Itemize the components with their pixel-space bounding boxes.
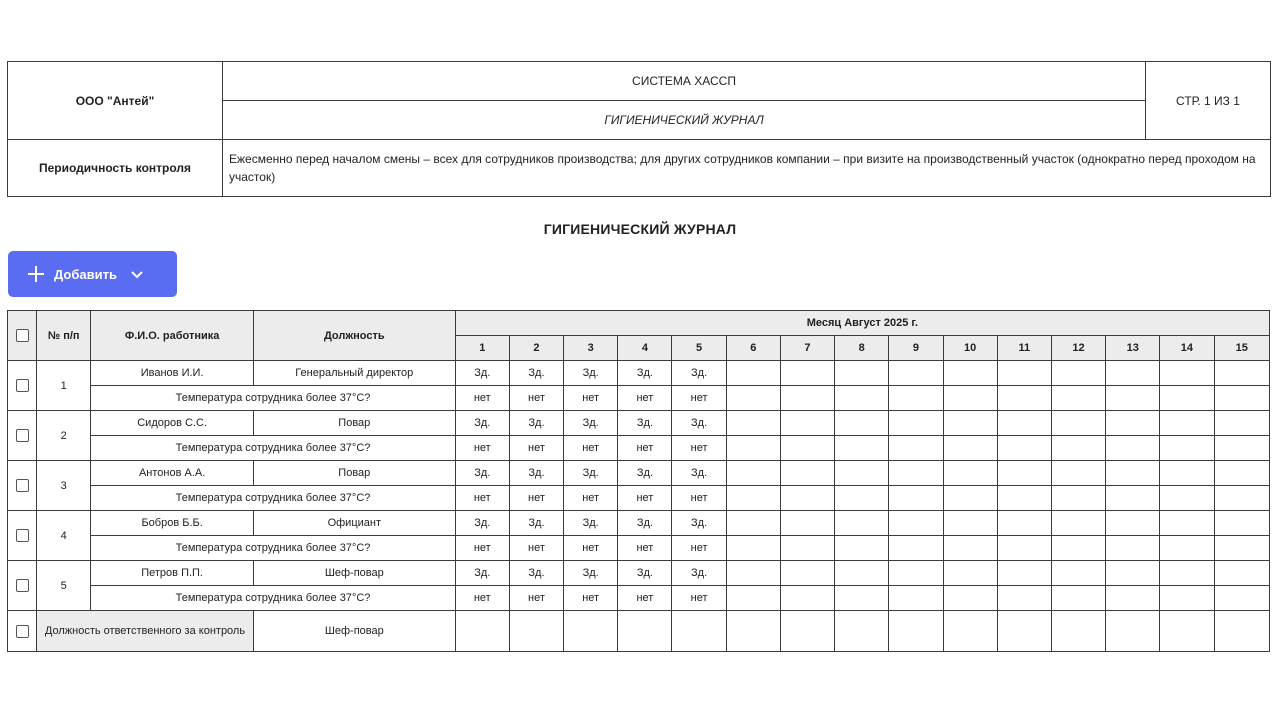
responsible-signature-cell[interactable] (780, 611, 834, 652)
health-status-cell[interactable] (1051, 411, 1105, 436)
health-status-cell[interactable]: Зд. (618, 511, 672, 536)
temperature-cell[interactable] (1160, 486, 1214, 511)
employee-name[interactable]: Бобров Б.Б. (91, 511, 254, 536)
health-status-cell[interactable] (1160, 461, 1214, 486)
temperature-cell[interactable] (780, 536, 834, 561)
temperature-cell[interactable]: нет (509, 436, 563, 461)
health-status-cell[interactable] (1160, 411, 1214, 436)
temperature-cell[interactable]: нет (564, 586, 618, 611)
health-status-cell[interactable] (835, 511, 889, 536)
health-status-cell[interactable] (997, 411, 1051, 436)
col-position-header: Должность (253, 311, 455, 361)
health-status-cell[interactable] (780, 561, 834, 586)
document-header (7, 61, 1271, 197)
employee-position[interactable]: Генеральный директор (253, 361, 455, 386)
responsible-signature-cell[interactable] (997, 611, 1051, 652)
health-status-cell[interactable]: Зд. (672, 561, 726, 586)
add-button-label: Добавить (54, 266, 117, 282)
health-status-cell[interactable] (1106, 461, 1160, 486)
responsible-signature-cell[interactable] (835, 611, 889, 652)
day-header: 5 (672, 336, 726, 361)
day-header: 3 (564, 336, 618, 361)
temperature-cell[interactable] (997, 436, 1051, 461)
temperature-cell[interactable]: нет (618, 536, 672, 561)
health-status-cell[interactable]: Зд. (564, 511, 618, 536)
row-checkbox[interactable] (16, 579, 29, 592)
plus-icon (26, 264, 46, 284)
health-status-cell[interactable] (835, 411, 889, 436)
add-button[interactable] (8, 251, 177, 297)
temperature-cell[interactable] (1051, 536, 1105, 561)
health-status-cell[interactable]: Зд. (509, 361, 563, 386)
col-num-header: № п/п (37, 311, 91, 361)
temperature-cell[interactable]: нет (672, 536, 726, 561)
health-status-cell[interactable] (1160, 561, 1214, 586)
temperature-cell[interactable] (1214, 436, 1269, 461)
row-checkbox[interactable] (16, 429, 29, 442)
health-status-cell[interactable] (835, 461, 889, 486)
row-checkbox[interactable] (16, 625, 29, 638)
row-number: 4 (37, 511, 91, 561)
health-status-cell[interactable] (1214, 411, 1269, 436)
temperature-cell[interactable]: нет (672, 586, 726, 611)
responsible-signature-cell[interactable] (618, 611, 672, 652)
temperature-cell[interactable]: нет (564, 386, 618, 411)
health-status-cell[interactable]: Зд. (672, 361, 726, 386)
health-status-cell[interactable] (943, 361, 997, 386)
health-status-cell[interactable] (1051, 461, 1105, 486)
health-status-cell[interactable] (726, 361, 780, 386)
temperature-question: Температура сотрудника более 37°C? (91, 586, 455, 611)
temperature-cell[interactable] (1214, 486, 1269, 511)
temperature-cell[interactable]: нет (455, 436, 509, 461)
health-status-cell[interactable] (997, 461, 1051, 486)
health-status-cell[interactable]: Зд. (618, 561, 672, 586)
employee-name[interactable]: Петров П.П. (91, 561, 254, 586)
temperature-cell[interactable] (780, 436, 834, 461)
journal-name: ГИГИЕНИЧЕСКИЙ ЖУРНАЛ (223, 101, 1146, 140)
temperature-cell[interactable] (780, 486, 834, 511)
row-checkbox[interactable] (16, 379, 29, 392)
health-status-cell[interactable] (943, 511, 997, 536)
temperature-cell[interactable]: нет (564, 536, 618, 561)
health-status-cell[interactable] (1051, 361, 1105, 386)
health-status-cell[interactable] (726, 461, 780, 486)
system-name: СИСТЕМА ХАССП (223, 62, 1146, 101)
responsible-signature-cell[interactable] (1160, 611, 1214, 652)
day-header: 1 (455, 336, 509, 361)
row-select-cell (8, 361, 37, 411)
day-header: 10 (943, 336, 997, 361)
temperature-question: Температура сотрудника более 37°C? (91, 486, 455, 511)
temperature-cell[interactable]: нет (618, 586, 672, 611)
responsible-label: Должность ответственного за контроль (37, 611, 254, 652)
select-all-checkbox[interactable] (16, 329, 29, 342)
temperature-question: Температура сотрудника более 37°C? (91, 386, 455, 411)
temperature-cell[interactable]: нет (618, 486, 672, 511)
temperature-cell[interactable] (997, 586, 1051, 611)
company-name: ООО "Антей" (8, 62, 223, 140)
temperature-cell[interactable] (835, 386, 889, 411)
day-header: 12 (1051, 336, 1105, 361)
temperature-cell[interactable] (889, 536, 943, 561)
temperature-cell[interactable]: нет (672, 486, 726, 511)
responsible-signature-cell[interactable] (564, 611, 618, 652)
employee-position[interactable]: Повар (253, 461, 455, 486)
row-number: 1 (37, 361, 91, 411)
responsible-signature-cell[interactable] (1106, 611, 1160, 652)
health-status-cell[interactable] (780, 411, 834, 436)
responsible-signature-cell[interactable] (726, 611, 780, 652)
employee-name[interactable]: Иванов И.И. (91, 361, 254, 386)
temperature-row (8, 536, 1270, 561)
temperature-cell[interactable] (943, 436, 997, 461)
responsible-signature-cell[interactable] (943, 611, 997, 652)
health-status-cell[interactable] (780, 461, 834, 486)
temperature-cell[interactable] (997, 486, 1051, 511)
temperature-cell[interactable]: нет (564, 436, 618, 461)
temperature-cell[interactable]: нет (564, 486, 618, 511)
health-status-cell[interactable]: Зд. (672, 411, 726, 436)
health-status-cell[interactable] (1160, 511, 1214, 536)
health-status-cell[interactable] (1106, 411, 1160, 436)
temperature-row (8, 436, 1270, 461)
day-header: 2 (509, 336, 563, 361)
temperature-cell[interactable] (1214, 536, 1269, 561)
health-status-cell[interactable] (943, 411, 997, 436)
health-status-cell[interactable] (889, 511, 943, 536)
health-status-cell[interactable] (835, 561, 889, 586)
temperature-cell[interactable]: нет (455, 486, 509, 511)
health-status-cell[interactable] (1214, 511, 1269, 536)
temperature-question: Температура сотрудника более 37°C? (91, 436, 455, 461)
employee-name[interactable]: Антонов А.А. (91, 461, 254, 486)
health-status-cell[interactable]: Зд. (564, 461, 618, 486)
frequency-text: Ежесменно перед началом смены – всех для сотрудников производства; для других сотрудников компании – при визите на производственный участок (однократно перед проходом на участок) (223, 140, 1271, 197)
temperature-cell[interactable]: нет (509, 486, 563, 511)
health-status-cell[interactable]: Зд. (564, 411, 618, 436)
health-status-cell[interactable]: Зд. (455, 461, 509, 486)
health-status-cell[interactable]: Зд. (455, 361, 509, 386)
temperature-cell[interactable] (726, 436, 780, 461)
health-status-cell[interactable]: Зд. (618, 361, 672, 386)
responsible-signature-cell[interactable] (455, 611, 509, 652)
health-status-cell[interactable] (1051, 511, 1105, 536)
day-header: 4 (618, 336, 672, 361)
health-status-cell[interactable] (1214, 361, 1269, 386)
health-status-cell[interactable]: Зд. (455, 561, 509, 586)
row-select-cell (8, 611, 37, 652)
temperature-cell[interactable] (726, 586, 780, 611)
temperature-cell[interactable] (835, 586, 889, 611)
health-status-cell[interactable] (889, 561, 943, 586)
day-header: 8 (835, 336, 889, 361)
temperature-cell[interactable] (1160, 586, 1214, 611)
health-status-cell[interactable] (997, 511, 1051, 536)
health-status-cell[interactable]: Зд. (564, 561, 618, 586)
page-title: ГИГИЕНИЧЕСКИЙ ЖУРНАЛ (543, 221, 737, 237)
health-status-cell[interactable] (997, 561, 1051, 586)
health-status-cell[interactable]: Зд. (672, 461, 726, 486)
health-status-cell[interactable]: Зд. (564, 361, 618, 386)
health-status-cell[interactable]: Зд. (509, 411, 563, 436)
temperature-cell[interactable] (943, 536, 997, 561)
temperature-cell[interactable] (780, 386, 834, 411)
temperature-cell[interactable] (943, 586, 997, 611)
temperature-cell[interactable] (889, 586, 943, 611)
health-status-cell[interactable] (1051, 561, 1105, 586)
temperature-cell[interactable]: нет (672, 386, 726, 411)
responsible-signature-cell[interactable] (1214, 611, 1269, 652)
temperature-row (8, 386, 1270, 411)
employee-row (8, 361, 1270, 386)
health-status-cell[interactable]: Зд. (509, 561, 563, 586)
temperature-cell[interactable] (1051, 386, 1105, 411)
health-status-cell[interactable] (889, 411, 943, 436)
day-header: 9 (889, 336, 943, 361)
temperature-cell[interactable] (889, 436, 943, 461)
temperature-cell[interactable] (1160, 436, 1214, 461)
temperature-cell[interactable]: нет (509, 586, 563, 611)
temperature-cell[interactable] (835, 486, 889, 511)
health-status-cell[interactable] (835, 361, 889, 386)
health-status-cell[interactable] (726, 561, 780, 586)
health-status-cell[interactable]: Зд. (509, 511, 563, 536)
temperature-cell[interactable] (997, 386, 1051, 411)
employee-position[interactable]: Официант (253, 511, 455, 536)
day-header: 13 (1106, 336, 1160, 361)
temperature-cell[interactable] (780, 586, 834, 611)
health-status-cell[interactable] (943, 561, 997, 586)
employee-row (8, 461, 1270, 486)
health-status-cell[interactable] (1214, 461, 1269, 486)
temperature-cell[interactable] (1051, 436, 1105, 461)
responsible-signature-cell[interactable] (672, 611, 726, 652)
day-header: 11 (997, 336, 1051, 361)
temperature-row (8, 486, 1270, 511)
employee-row (8, 511, 1270, 536)
health-status-cell[interactable]: Зд. (672, 511, 726, 536)
day-header: 7 (780, 336, 834, 361)
row-select-cell (8, 561, 37, 611)
temperature-cell[interactable] (1106, 486, 1160, 511)
hygiene-table (7, 310, 1270, 652)
health-status-cell[interactable] (726, 411, 780, 436)
health-status-cell[interactable]: Зд. (455, 511, 509, 536)
temperature-cell[interactable]: нет (455, 536, 509, 561)
row-checkbox[interactable] (16, 529, 29, 542)
temperature-row (8, 586, 1270, 611)
health-status-cell[interactable]: Зд. (455, 411, 509, 436)
health-status-cell[interactable]: Зд. (509, 461, 563, 486)
health-status-cell[interactable] (889, 461, 943, 486)
select-all-cell (8, 311, 37, 361)
temperature-cell[interactable] (726, 486, 780, 511)
temperature-cell[interactable] (1051, 586, 1105, 611)
health-status-cell[interactable] (780, 511, 834, 536)
temperature-cell[interactable] (1106, 536, 1160, 561)
health-status-cell[interactable] (943, 461, 997, 486)
responsible-signature-cell[interactable] (889, 611, 943, 652)
temperature-cell[interactable] (726, 536, 780, 561)
temperature-cell[interactable]: нет (455, 586, 509, 611)
row-number: 2 (37, 411, 91, 461)
day-header: 15 (1214, 336, 1269, 361)
health-status-cell[interactable] (726, 511, 780, 536)
temperature-cell[interactable] (1106, 586, 1160, 611)
health-status-cell[interactable]: Зд. (618, 461, 672, 486)
health-status-cell[interactable]: Зд. (618, 411, 672, 436)
temperature-cell[interactable] (726, 386, 780, 411)
temperature-cell[interactable] (943, 386, 997, 411)
responsible-signature-cell[interactable] (1051, 611, 1105, 652)
health-status-cell[interactable] (1106, 561, 1160, 586)
page-counter: СТР. 1 ИЗ 1 (1146, 62, 1271, 140)
responsible-row (8, 611, 1270, 652)
employee-position[interactable]: Повар (253, 411, 455, 436)
temperature-cell[interactable]: нет (618, 386, 672, 411)
temperature-cell[interactable] (1160, 386, 1214, 411)
temperature-cell[interactable] (943, 486, 997, 511)
temperature-cell[interactable]: нет (509, 536, 563, 561)
temperature-cell[interactable] (1214, 586, 1269, 611)
row-select-cell (8, 511, 37, 561)
health-status-cell[interactable] (1160, 361, 1214, 386)
chevron-down-icon (129, 266, 145, 282)
health-status-cell[interactable] (1106, 511, 1160, 536)
temperature-question: Температура сотрудника более 37°C? (91, 536, 455, 561)
employee-row (8, 561, 1270, 586)
temperature-cell[interactable]: нет (455, 386, 509, 411)
temperature-cell[interactable] (889, 486, 943, 511)
row-number: 3 (37, 461, 91, 511)
responsible-position[interactable]: Шеф-повар (253, 611, 455, 652)
employee-position[interactable]: Шеф-повар (253, 561, 455, 586)
month-header: Месяц Август 2025 г. (455, 311, 1269, 336)
temperature-cell[interactable]: нет (672, 436, 726, 461)
day-header: 14 (1160, 336, 1214, 361)
temperature-cell[interactable] (889, 386, 943, 411)
temperature-cell[interactable] (997, 536, 1051, 561)
temperature-cell[interactable] (1051, 486, 1105, 511)
row-select-cell (8, 461, 37, 511)
temperature-cell[interactable]: нет (618, 436, 672, 461)
temperature-cell[interactable] (835, 536, 889, 561)
responsible-signature-cell[interactable] (509, 611, 563, 652)
employee-name[interactable]: Сидоров С.С. (91, 411, 254, 436)
health-status-cell[interactable] (889, 361, 943, 386)
health-status-cell[interactable] (1214, 561, 1269, 586)
temperature-cell[interactable] (1106, 386, 1160, 411)
temperature-cell[interactable]: нет (509, 386, 563, 411)
frequency-label: Периодичность контроля (8, 140, 223, 197)
temperature-cell[interactable] (1214, 386, 1269, 411)
health-status-cell[interactable] (1106, 361, 1160, 386)
row-checkbox[interactable] (16, 479, 29, 492)
temperature-cell[interactable] (1106, 436, 1160, 461)
day-header: 6 (726, 336, 780, 361)
health-status-cell[interactable] (997, 361, 1051, 386)
temperature-cell[interactable] (835, 436, 889, 461)
employee-row (8, 411, 1270, 436)
col-name-header: Ф.И.О. работника (91, 311, 254, 361)
temperature-cell[interactable] (1160, 536, 1214, 561)
health-status-cell[interactable] (780, 361, 834, 386)
row-number: 5 (37, 561, 91, 611)
row-select-cell (8, 411, 37, 461)
